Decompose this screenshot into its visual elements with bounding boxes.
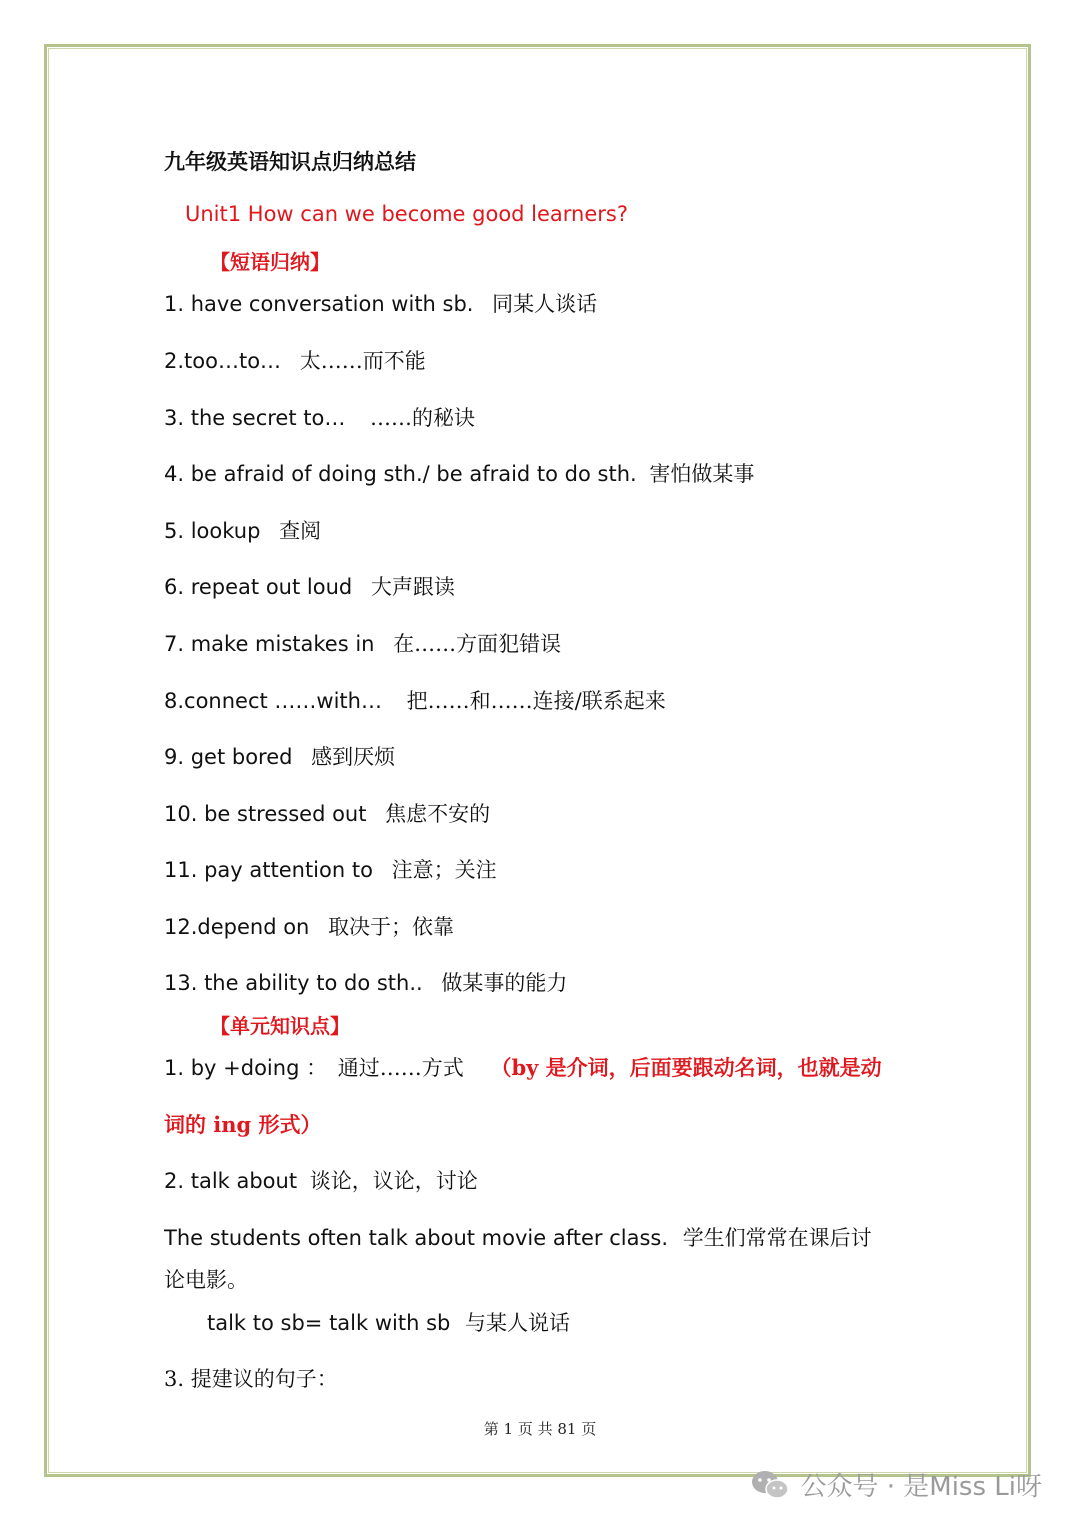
watermark bbox=[750, 1466, 1042, 1503]
phrase-en: 8.connect ……with… bbox=[164, 689, 382, 713]
phrase-en: 13. the ability to do sth.. bbox=[164, 971, 423, 995]
phrase-zh: 注意；关注 bbox=[391, 858, 497, 882]
knowledge-item-2-en: 2. talk about bbox=[164, 1169, 298, 1193]
phrase-zh: ……的秘诀 bbox=[370, 406, 476, 430]
phrase-en: 3. the secret to… bbox=[164, 406, 346, 430]
talk-to-en: talk to sb= talk with sb bbox=[207, 1311, 451, 1335]
phrase-en: 2.too…to… bbox=[164, 349, 282, 373]
phrase-zh: 感到厌烦 bbox=[311, 745, 396, 769]
list-item bbox=[164, 685, 666, 715]
phrase-zh: 做某事的能力 bbox=[441, 971, 568, 995]
list-item bbox=[164, 854, 497, 884]
page-footer: 第 1 页 共 81 页 bbox=[483, 1420, 597, 1438]
example-zh: 学生们常常在课后讨 bbox=[682, 1226, 872, 1250]
phrase-zh: 在……方面犯错误 bbox=[393, 632, 562, 656]
phrase-zh: 取决于；依靠 bbox=[328, 915, 455, 939]
knowledge-item-2-zh: 谈论，议论，讨论 bbox=[309, 1169, 478, 1193]
list-item bbox=[164, 741, 395, 771]
phrases-heading: 【短语归纳】 bbox=[210, 250, 330, 274]
phrase-en: 1. have conversation with sb. bbox=[164, 292, 474, 316]
knowledge-heading: 【单元知识点】 bbox=[210, 1014, 350, 1038]
example-sentence bbox=[164, 1222, 872, 1252]
example-en: The students often talk about movie after class. bbox=[164, 1226, 668, 1250]
list-item bbox=[164, 911, 454, 941]
list-item bbox=[164, 458, 754, 488]
unit-title: Unit1 How can we become good learners? bbox=[185, 202, 629, 226]
phrase-en: 4. be afraid of doing sth./ be afraid to do sth. bbox=[164, 462, 637, 486]
list-item bbox=[164, 798, 490, 828]
example-zh-cont: 论电影。 bbox=[164, 1268, 248, 1292]
phrase-zh: 太……而不能 bbox=[299, 349, 426, 373]
list-item bbox=[164, 345, 426, 375]
document-title: 九年级英语知识点归纳总结 bbox=[164, 149, 416, 174]
phrase-zh: 焦虑不安的 bbox=[385, 802, 491, 826]
talk-to-line bbox=[207, 1307, 570, 1337]
knowledge-item-1 bbox=[164, 1052, 882, 1082]
phrase-en: 6. repeat out loud bbox=[164, 575, 353, 599]
phrase-en: 5. lookup bbox=[164, 519, 261, 543]
phrase-en: 9. get bored bbox=[164, 745, 293, 769]
phrase-zh: 把……和……连接/联系起来 bbox=[406, 689, 666, 713]
phrase-en: 11. pay attention to bbox=[164, 858, 373, 882]
talk-to-zh: 与某人说话 bbox=[465, 1311, 571, 1335]
watermark-text: 公众号 · 是Miss Li呀 bbox=[800, 1472, 1042, 1502]
wechat-icon bbox=[750, 1469, 790, 1501]
phrase-en: 12.depend on bbox=[164, 915, 310, 939]
knowledge-item-1-note-cont: 词的 ing 形式） bbox=[164, 1112, 322, 1137]
phrase-en: 10. be stressed out bbox=[164, 802, 367, 826]
phrase-zh: 大声跟读 bbox=[370, 575, 455, 599]
list-item bbox=[164, 967, 567, 997]
knowledge-item-1-en: 1. by +doing ： bbox=[164, 1056, 328, 1080]
phrase-zh: 同某人谈话 bbox=[492, 292, 598, 316]
knowledge-item-2 bbox=[164, 1165, 478, 1195]
knowledge-item-3: 3. 提建议的句子： bbox=[164, 1367, 338, 1391]
list-item bbox=[164, 571, 455, 601]
list-item bbox=[164, 628, 561, 658]
list-item bbox=[164, 288, 597, 318]
list-item bbox=[164, 515, 321, 545]
list-item bbox=[164, 402, 475, 432]
phrase-zh: 害怕做某事 bbox=[649, 462, 755, 486]
phrase-en: 7. make mistakes in bbox=[164, 632, 375, 656]
phrase-zh: 查阅 bbox=[279, 519, 322, 543]
knowledge-item-1-zh: 通过……方式 bbox=[337, 1056, 464, 1080]
knowledge-item-1-note: （by 是介词，后面要跟动名词，也就是动 bbox=[490, 1055, 882, 1080]
